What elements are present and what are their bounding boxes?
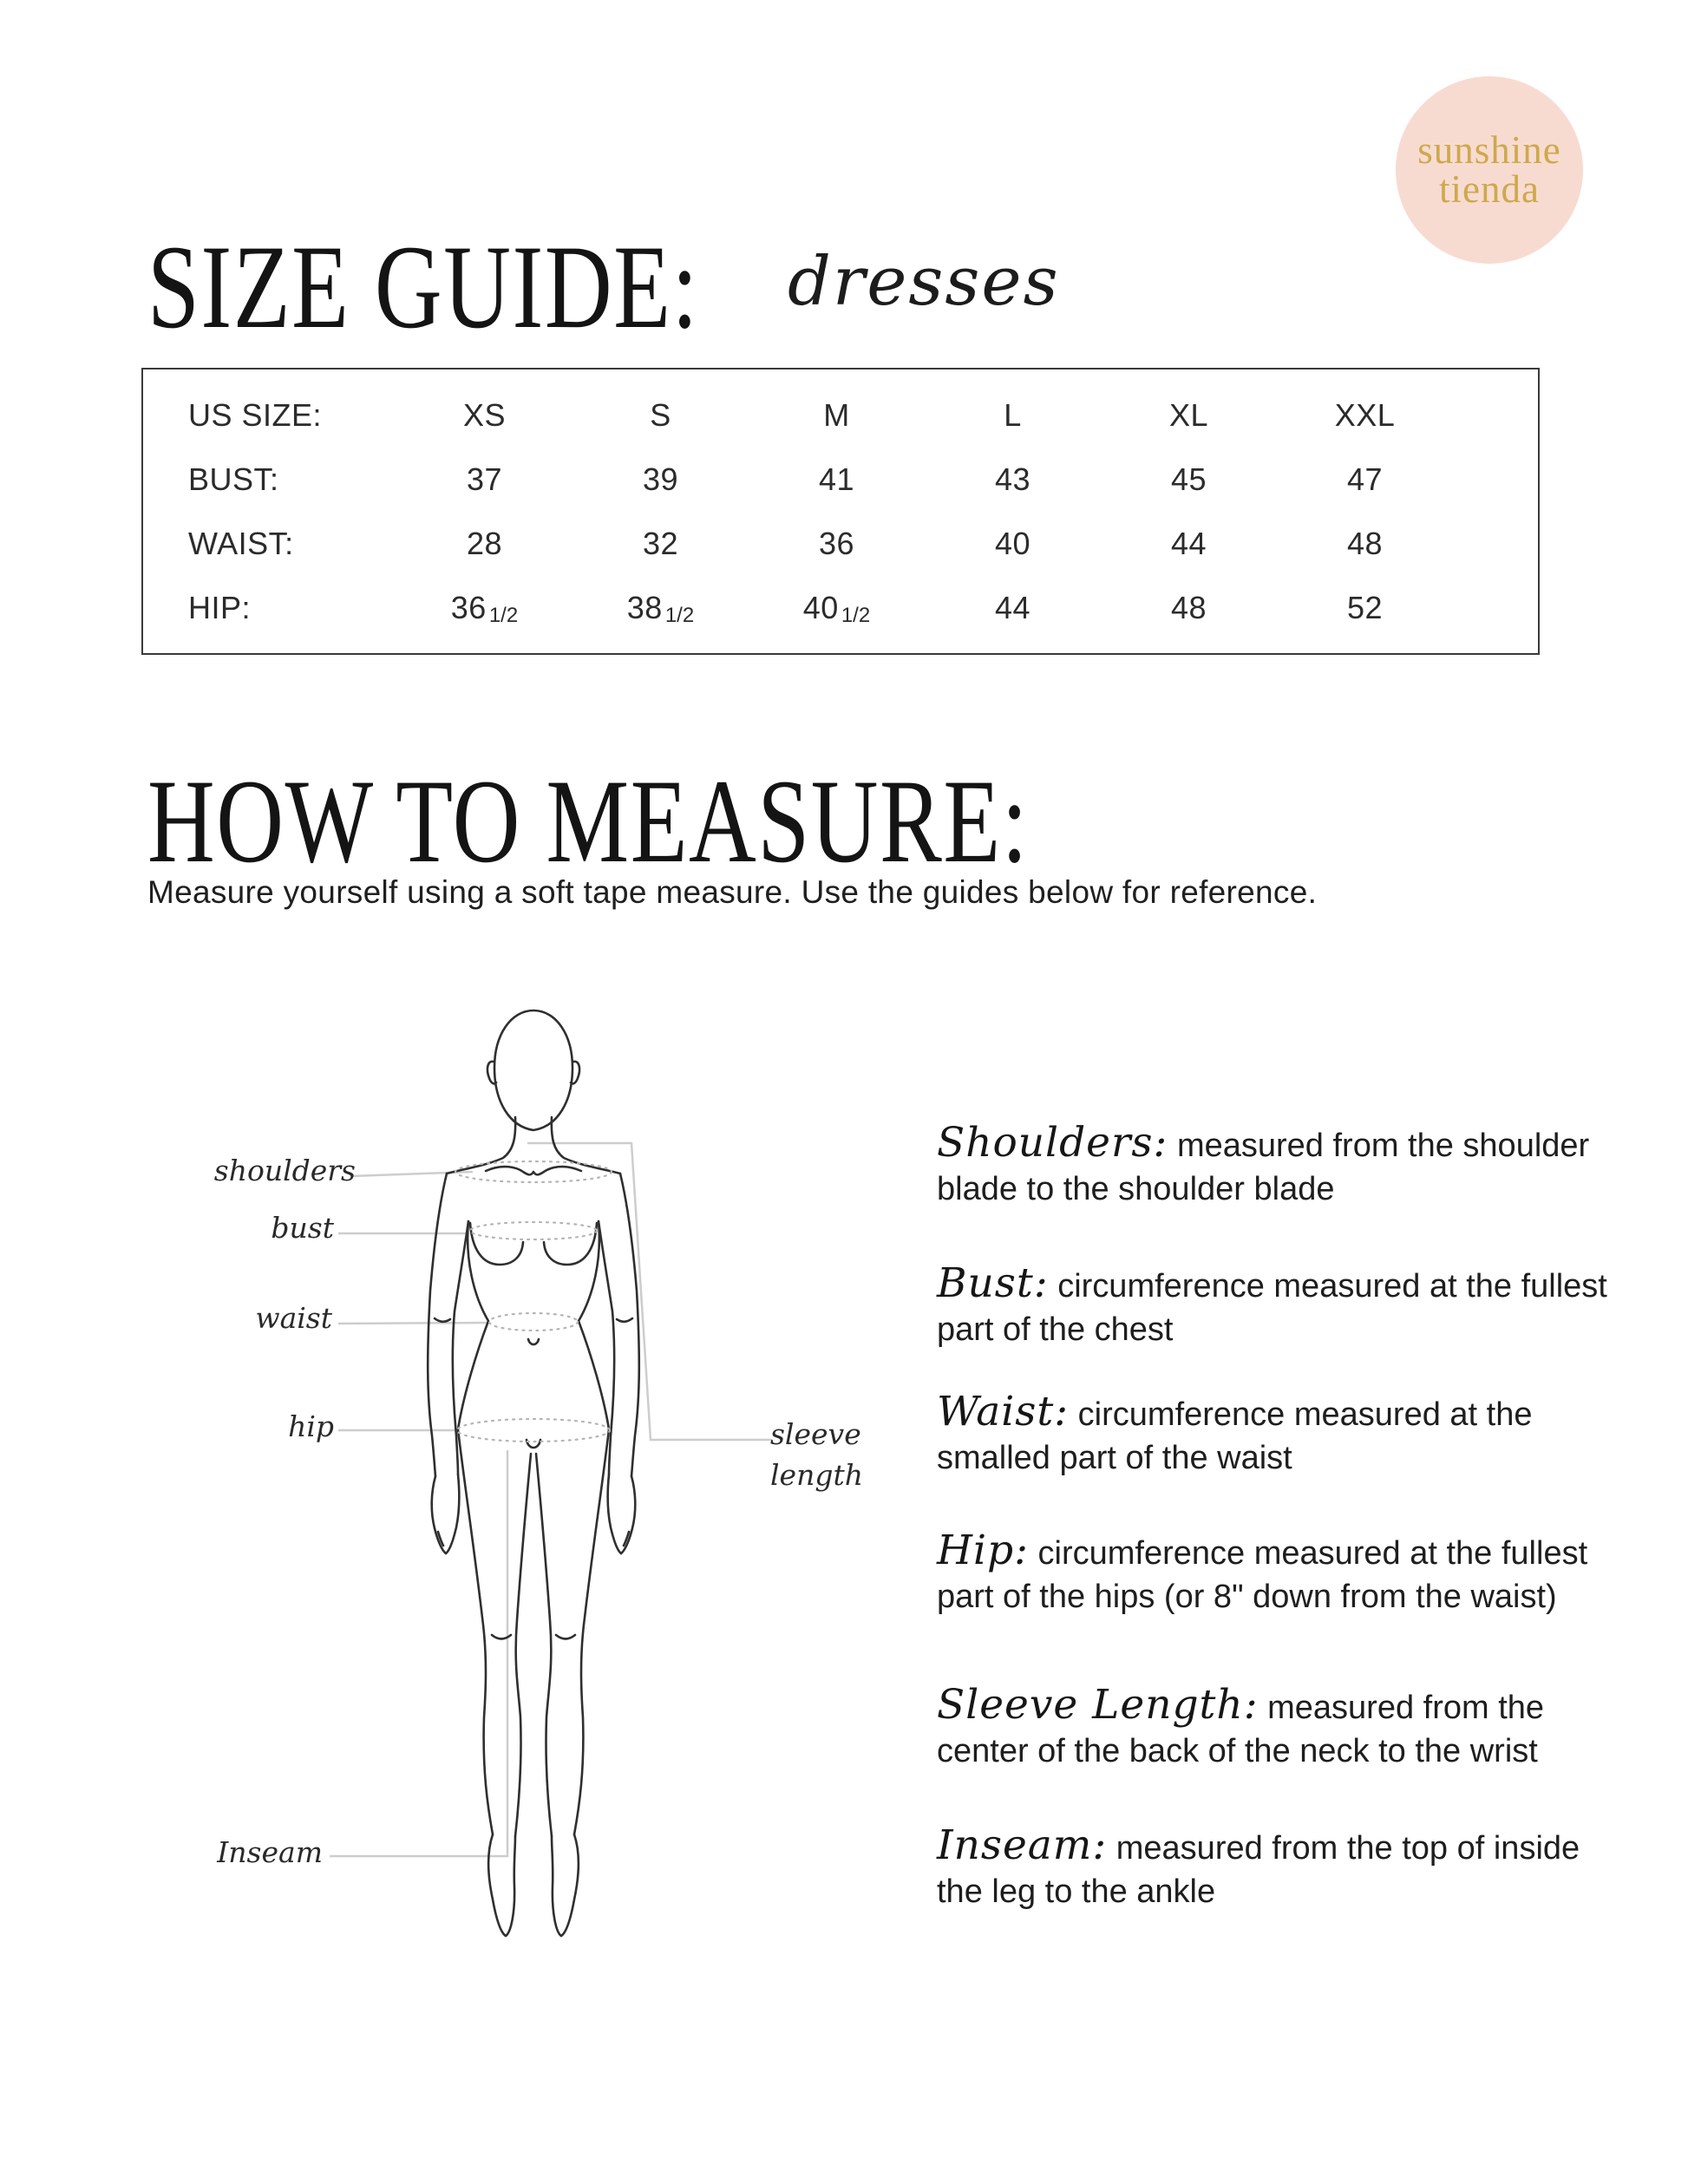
table-row-hip [143,576,1538,640]
category-script-label: dresses [788,243,1060,321]
cell-value: 39 [642,461,679,497]
brand-logo [1396,76,1583,264]
size-cell [749,590,925,626]
size-cell [1277,461,1453,498]
figure-label-hip: hip [288,1409,334,1443]
definition-hip [937,1527,1631,1618]
cell-value: 40 [994,526,1031,561]
size-cell [572,526,749,562]
cell-value: 48 [1170,590,1207,625]
sleeve-label-line2: length [770,1458,863,1492]
definition-inseam [937,1821,1631,1913]
cell-value: 36 [450,590,487,625]
cell-fraction: 1/2 [841,604,871,627]
definition-shoulders [937,1119,1631,1211]
page-title: SIZE GUIDE: [147,220,699,353]
figure-label-waist: waist [255,1301,332,1335]
cell-value: 36 [818,526,855,561]
definition-text: measured from the center of the back of the neck to the wrist [937,1690,1545,1769]
row-label: HIP: [188,590,252,625]
croquis-outline [428,1010,639,1936]
figure-label-inseam: Inseam [217,1835,323,1869]
cell-value: M [823,397,850,433]
measurement-guide-lines [330,1143,772,1856]
size-cell [925,526,1101,562]
size-cell [925,590,1101,626]
size-cell [1277,397,1453,434]
brand-name-line1: sunshine [1417,128,1561,172]
definition-text: circumference measured at the smalled part of the waist [937,1396,1533,1476]
definition-text: circumference measured at the fullest part of the chest [937,1268,1607,1348]
size-cell [1277,590,1453,626]
size-cell [1101,397,1277,434]
cell-value: 43 [994,461,1031,497]
size-cell [572,461,749,498]
figure-label-bust: bust [271,1211,334,1245]
size-cell [749,526,925,562]
size-cell [572,590,749,626]
cell-value: L [1004,397,1022,433]
definition-text: measured from the shoulder blade to the shoulder blade [937,1128,1590,1207]
size-cell [1101,461,1277,498]
row-label: BUST: [188,461,279,497]
body-measurement-figure [217,971,824,1969]
figure-label-sleeve-length [770,1414,863,1495]
definition-term: Inseam: [937,1821,1108,1869]
cell-value: XS [462,397,507,433]
cell-value: 32 [642,526,679,561]
size-cell [749,461,925,498]
cell-value: S [650,397,671,433]
how-to-measure-title: HOW TO MEASURE: [147,755,1030,887]
size-cell [396,397,572,434]
cell-fraction: 1/2 [488,604,519,627]
size-cell [925,461,1101,498]
definition-text: circumference measured at the fullest part of the hips (or 8" down from the waist) [937,1535,1588,1615]
size-table [141,368,1540,655]
definition-waist [937,1388,1631,1480]
cell-value: 45 [1170,461,1207,497]
size-cell [749,397,925,434]
size-cell [1101,590,1277,626]
cell-fraction: 1/2 [664,604,695,627]
cell-value: XL [1168,397,1209,433]
size-cell [925,397,1101,434]
how-to-measure-subtitle: Measure yourself using a soft tape measure. Use the guides below for reference. [147,874,1318,910]
cell-value: 28 [466,526,503,561]
cell-value: 47 [1346,461,1384,497]
cell-value: 40 [802,590,839,625]
table-row-waist [143,512,1538,576]
cell-value: 38 [626,590,663,625]
cell-value: 41 [818,461,855,497]
definition-sleeve-length [937,1681,1631,1773]
definition-text: measured from the top of inside the leg to the ankle [937,1830,1580,1910]
size-cell [572,397,749,434]
row-label: US SIZE: [188,397,323,433]
cell-value: XXL [1334,397,1396,433]
definition-term: Hip: [937,1527,1029,1574]
table-row-us-size [143,383,1538,448]
definition-term: Sleeve Length: [937,1681,1259,1729]
size-cell [1277,526,1453,562]
sleeve-label-line1: sleeve [770,1417,861,1451]
size-cell [396,461,572,498]
definition-bust [937,1259,1631,1351]
brand-name-line2: tienda [1439,167,1540,211]
size-cell [396,526,572,562]
definition-term: Shoulders: [937,1119,1168,1167]
definition-term: Waist: [937,1388,1070,1435]
cell-value: 52 [1346,590,1384,625]
figure-label-shoulders: shoulders [213,1154,356,1187]
row-label: WAIST: [188,526,294,561]
table-row-bust [143,448,1538,512]
definition-term: Bust: [937,1259,1049,1307]
size-cell [396,590,572,626]
cell-value: 44 [994,590,1031,625]
size-cell [1101,526,1277,562]
cell-value: 44 [1170,526,1207,561]
cell-value: 48 [1346,526,1384,561]
cell-value: 37 [466,461,503,497]
